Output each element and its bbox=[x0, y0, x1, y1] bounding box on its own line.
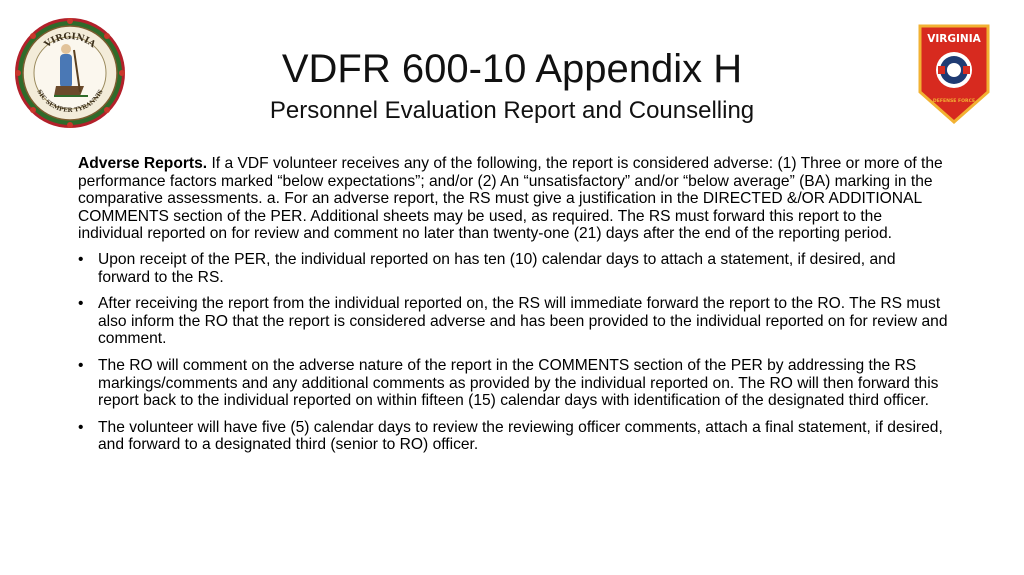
bullet-text: The volunteer will have five (5) calendar days to review the reviewing officer comments, attach a final statement, if desired, and forward to a designated third (senior to RO) officer. bbox=[98, 418, 943, 454]
slide-body bbox=[78, 155, 950, 463]
bullet-text: Upon receipt of the PER, the individual reported on has ten (10) calendar days to attach a statement, if desired, and forward to the RS. bbox=[98, 250, 896, 286]
intro-text: If a VDF volunteer receives any of the following, the report is considered adverse: (1) Three or more of the performance factors marked “below expectations”; and/or (2) An “unsatisfactory” and/or “below average” (BA) marking in the comparative assessments. a. For an adverse report, the RS must give a justification in the DIRECTED &/OR ADDITIONAL COMMENTS section of the PER. Additional sheets may be used, as required. The RS must forward this report to the individual reported on for review and comment no later than twenty-one (21) days after the end of the reporting period. bbox=[78, 155, 943, 243]
bullet-icon: • bbox=[78, 250, 84, 268]
bullet-text: The RO will comment on the adverse nature of the report in the COMMENTS section of the PER by addressing the RS markings/comments and any additional comments as provided by the individual reported on. The RO will then forward this report back to the individual reported on within fifteen (15) calendar days with identification of the designated third officer. bbox=[98, 356, 939, 410]
slide-title: VDFR 600-10 Appendix H bbox=[281, 47, 743, 91]
list-item bbox=[78, 357, 950, 410]
patch-top-text: VIRGINIA bbox=[927, 33, 981, 45]
intro-heading: Adverse Reports. bbox=[78, 155, 208, 172]
bullet-text: After receiving the report from the individual reported on, the RS will immediate forward the report to the RO. The RS must also inform the RO that the report is considered adverse and has been provided to the individual reported on for review and comment. bbox=[98, 295, 948, 348]
seal-bottom-text: SIC SEMPER TYRANNIS bbox=[35, 88, 105, 115]
slide-subtitle: Personnel Evaluation Report and Counselling bbox=[269, 97, 755, 124]
bullet-icon: • bbox=[78, 356, 84, 374]
patch-bottom-text: DEFENSE FORCE bbox=[932, 99, 976, 104]
bullet-icon: • bbox=[78, 418, 84, 436]
intro-paragraph bbox=[78, 155, 950, 243]
list-item bbox=[78, 419, 950, 454]
list-item bbox=[78, 251, 950, 286]
list-item bbox=[78, 295, 950, 348]
seal-top-text: VIRGINIA bbox=[42, 31, 98, 51]
bullet-list bbox=[78, 251, 950, 454]
bullet-icon: • bbox=[78, 295, 84, 313]
